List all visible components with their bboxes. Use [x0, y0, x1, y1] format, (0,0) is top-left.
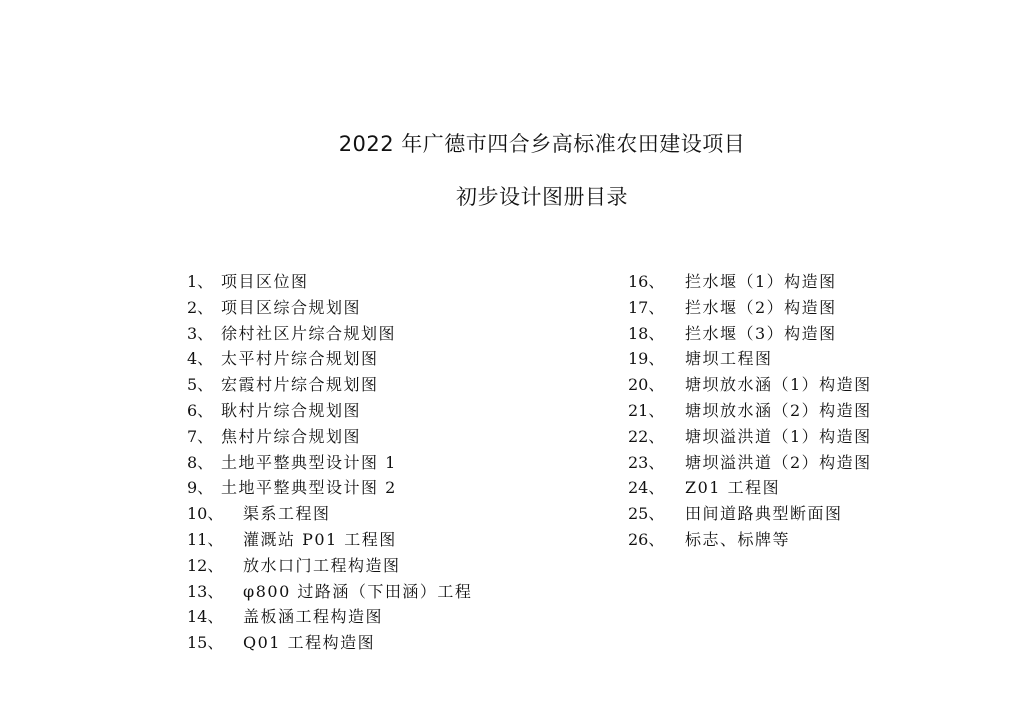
- toc-left-column: [187, 269, 607, 656]
- toc-item-title: 拦水堰（2）构造图: [685, 297, 837, 317]
- toc-item-number: 5、: [187, 375, 214, 395]
- toc-item-number: 21、: [628, 400, 665, 420]
- toc-item: [187, 346, 607, 372]
- toc-item-number: 8、: [187, 452, 214, 472]
- toc-item-number: 20、: [628, 375, 665, 395]
- toc-item: [187, 372, 607, 398]
- toc-item-number: 9、: [187, 478, 214, 498]
- toc-item-title: 焦村片综合规划图: [221, 426, 362, 446]
- toc-item-number: 4、: [187, 349, 214, 369]
- toc-item: [187, 295, 607, 321]
- toc-item: [628, 501, 1008, 527]
- toc-item-number: 25、: [628, 504, 665, 524]
- toc-item-number: 15、: [187, 633, 224, 653]
- toc-item-title: 项目区位图: [221, 272, 309, 291]
- toc-item-title: 渠系工程图: [243, 504, 331, 524]
- toc-item-number: 18、: [628, 323, 665, 343]
- toc-item-number: 26、: [628, 529, 665, 549]
- toc-item: [187, 553, 607, 579]
- toc-item-title: 放水口门工程构造图: [243, 555, 401, 575]
- toc-item: [628, 372, 1008, 398]
- toc-item: [187, 579, 607, 605]
- toc-item: [187, 475, 607, 501]
- toc-item: [628, 295, 1008, 321]
- toc-item: [187, 321, 607, 347]
- toc-item-title: 灌溉站 P01 工程图: [243, 529, 397, 549]
- toc-right-column: [628, 269, 1008, 553]
- toc-item-title: 塘坝溢洪道（1）构造图: [685, 426, 872, 446]
- toc-item: [187, 450, 607, 476]
- toc-item: [628, 450, 1008, 476]
- toc-item-number: 24、: [628, 478, 665, 498]
- toc-item: [187, 604, 607, 630]
- toc-item-number: 13、: [187, 581, 224, 601]
- toc-item-title: Z01 工程图: [685, 478, 781, 498]
- toc-item-title: 宏霞村片综合规划图: [221, 375, 379, 395]
- toc-item: [628, 475, 1008, 501]
- toc-item: [187, 527, 607, 553]
- toc-item-title: 土地平整典型设计图 1: [221, 452, 397, 472]
- toc-item-number: 22、: [628, 426, 665, 446]
- toc-item-title: 徐村社区片综合规划图: [221, 323, 397, 343]
- toc-item-title: 太平村片综合规划图: [221, 349, 379, 369]
- toc-item: [187, 398, 607, 424]
- toc-item-title: 项目区综合规划图: [221, 297, 362, 317]
- toc-item: [628, 398, 1008, 424]
- toc-item: [187, 501, 607, 527]
- toc-item: [628, 346, 1008, 372]
- toc-item: [628, 321, 1008, 347]
- toc-item-title: 田间道路典型断面图: [685, 504, 843, 524]
- toc-item: [187, 424, 607, 450]
- toc-item-title: 塘坝溢洪道（2）构造图: [685, 452, 872, 472]
- toc-item-number: 16、: [628, 272, 665, 291]
- document-subtitle: 初步设计图册目录: [456, 185, 628, 209]
- toc-item-number: 3、: [187, 323, 214, 343]
- toc-item-number: 7、: [187, 426, 214, 446]
- toc-item-title: 拦水堰（1）构造图: [685, 272, 837, 291]
- toc-item: [187, 269, 607, 295]
- toc-item-number: 12、: [187, 555, 224, 575]
- toc-item-number: 14、: [187, 607, 224, 627]
- toc-item: [628, 269, 1008, 295]
- toc-item-title: 拦水堰（3）构造图: [685, 323, 837, 343]
- toc-item-number: 19、: [628, 349, 665, 369]
- document-title: 2022 年广德市四合乡高标准农田建设项目: [338, 132, 746, 156]
- toc-item-title: 盖板涵工程构造图: [243, 607, 384, 627]
- toc-item-number: 10、: [187, 504, 224, 524]
- toc-item-title: 塘坝工程图: [685, 349, 773, 369]
- toc-item-title: 土地平整典型设计图 2: [221, 478, 397, 498]
- toc-item-title: Q01 工程构造图: [243, 633, 376, 653]
- toc-item-number: 23、: [628, 452, 665, 472]
- toc-item: [187, 630, 607, 656]
- toc-item-number: 17、: [628, 297, 665, 317]
- toc-item-number: 6、: [187, 400, 214, 420]
- toc-item-title: 塘坝放水涵（1）构造图: [685, 375, 872, 395]
- toc-item-number: 11、: [187, 529, 224, 549]
- toc-item-title: 塘坝放水涵（2）构造图: [685, 400, 872, 420]
- toc-item-title: 耿村片综合规划图: [221, 400, 362, 420]
- toc-item-title: 标志、标牌等: [685, 529, 791, 549]
- toc-item-number: 2、: [187, 297, 214, 317]
- toc-item-number: 1、: [187, 272, 214, 291]
- toc-item: [628, 424, 1008, 450]
- toc-item: [628, 527, 1008, 553]
- toc-item-title: φ800 过路涵（下田涵）工程: [243, 581, 473, 601]
